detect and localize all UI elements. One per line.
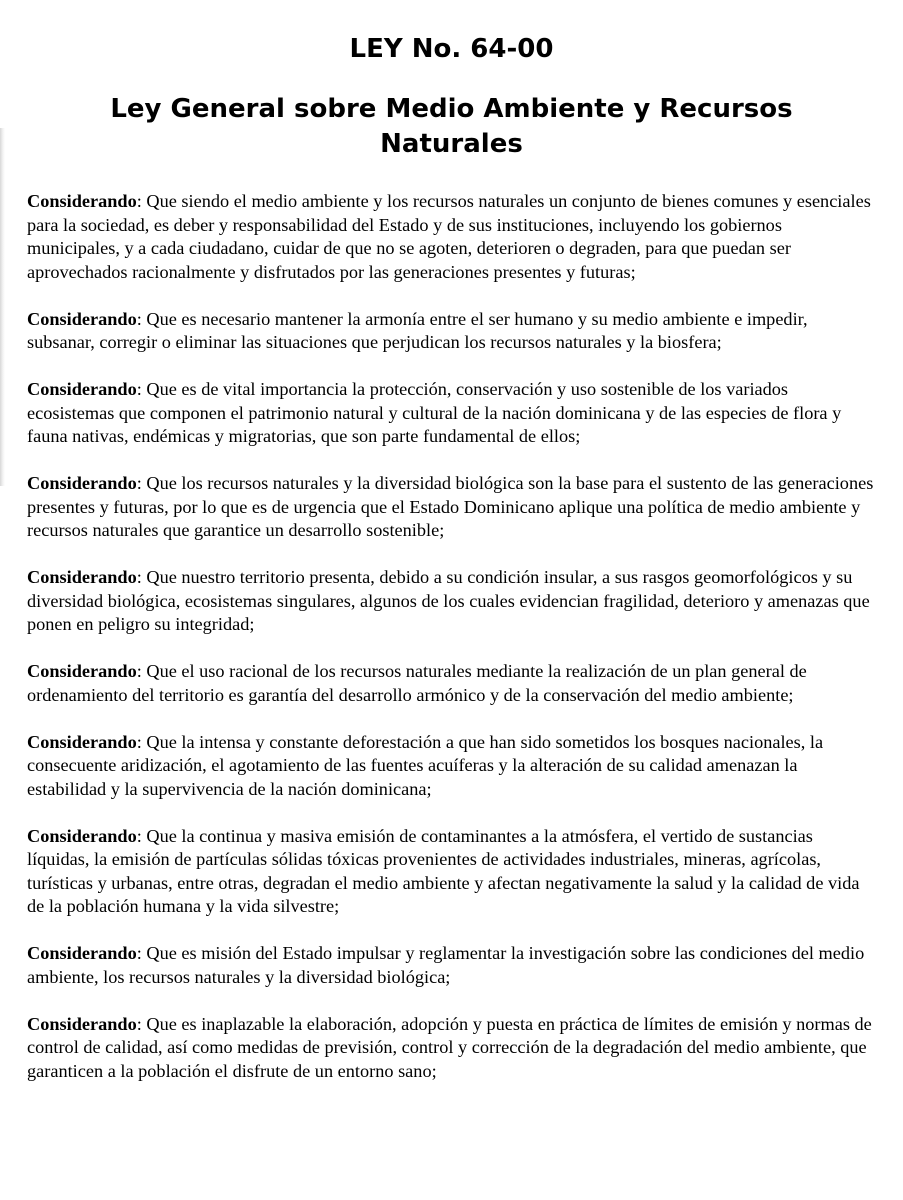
considerando-text: : Que los recursos naturales y la diversidad biológica son la base para el sustento de las generaciones presentes y futuras, por lo que es de urgencia que el Estado Dominicano aplique una política de medio ambiente y recursos naturales que garantice un desarrollo sostenible; [27,473,874,540]
considerando-paragraph [27,1013,877,1084]
considerando-text: : Que es de vital importancia la protección, conservación y uso sostenible de los variados ecosistemas que componen el patrimonio natural y cultural de la nación dominicana y de las especies de flora y fauna nativas, endémicas y migratorias, que son parte fundamental de ellos; [27,379,842,446]
considerando-text: : Que nuestro territorio presenta, debido a su condición insular, a sus rasgos geomorfológicos y su diversidad biológica, ecosistemas singulares, algunos de los cuales evidencian fragilidad, deterioro y amenazas que ponen en peligro su integridad; [27,567,870,634]
considerando-text: : Que es inaplazable la elaboración, adopción y puesta en práctica de límites de emisión y normas de control de calidad, así como medidas de previsión, control y corrección de la degradación del medio ambiente, que garanticen a la población el disfrute de un entorno sano; [27,1013,872,1081]
considerando-text: : Que siendo el medio ambiente y los recursos naturales un conjunto de bienes comunes y esenciales para la sociedad, es deber y responsabilidad del Estado y de sus instituciones, incluyendo los gobiernos municipales, y a cada ciudadano, cuidar de que no se agoten, deterioren o degraden, para que puedan ser aprovechados racionalmente y disfrutados por las generaciones presentes y futuras; [27,191,871,282]
considerando-paragraph [27,378,877,449]
considerando-label: Considerando [27,825,137,846]
considerando-paragraph [27,731,877,802]
document-subtitle: Ley General sobre Medio Ambiente y Recursos Naturales [110,94,793,159]
considerando-label: Considerando [27,473,137,493]
considerando-paragraph [27,825,877,919]
considerando-label: Considerando [27,661,137,681]
considerando-label: Considerando [27,567,137,587]
considerando-label: Considerando [27,308,137,329]
considerando-label: Considerando [27,731,137,752]
considerando-label: Considerando [27,379,137,399]
considerando-label: Considerando [27,943,137,963]
considerando-text: : Que la intensa y constante deforestación a que han sido sometidos los bosques nacionales, la consecuente aridización, el agotamiento de las fuentes acuíferas y la alteración de su calidad amenazan la estabilidad y la supervivencia de la nación dominicana; [27,731,824,799]
considerando-paragraph [27,472,877,543]
considerando-paragraph [27,566,877,637]
considerando-text: : Que es misión del Estado impulsar y reglamentar la investigación sobre las condiciones del medio ambiente, los recursos naturales y la diversidad biológica; [27,943,865,987]
considerando-paragraph [27,190,877,284]
considerando-text: : Que la continua y masiva emisión de contaminantes a la atmósfera, el vertido de sustancias líquidas, la emisión de partículas sólidas tóxicas provenientes de actividades industriales, mineras, agrícolas, turísticas y urbanas, entre otras, degradan el medio ambiente y afectan negativamente la salud y la calidad de vida de la población humana y la vida silvestre; [27,825,860,916]
considerando-label: Considerando [27,1013,137,1034]
considerando-paragraph [27,660,877,707]
considerandos-list [27,190,877,1107]
considerando-text: : Que es necesario mantener la armonía entre el ser humano y su medio ambiente e impedir, subsanar, corregir o eliminar las situaciones que perjudican los recursos naturales y la biosfera; [27,308,808,352]
considerando-paragraph [27,308,877,355]
considerando-text: : Que el uso racional de los recursos naturales mediante la realización de un plan general de ordenamiento del territorio es garantía del desarrollo armónico y de la conservación del medio ambiente; [27,661,807,705]
considerando-label: Considerando [27,191,137,211]
considerando-paragraph [27,942,877,989]
document-title: LEY No. 64-00 [349,34,554,64]
